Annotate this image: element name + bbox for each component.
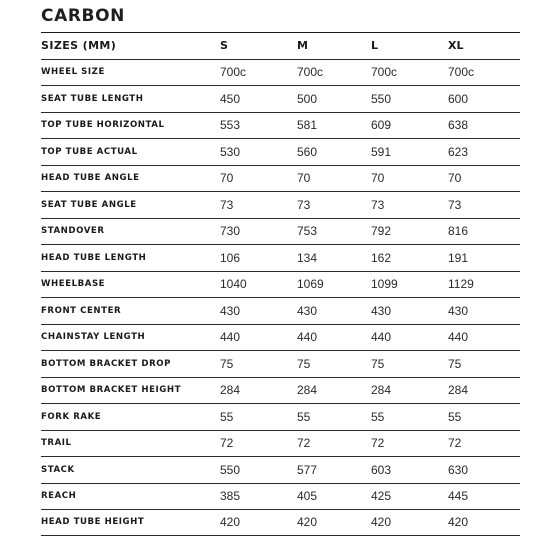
cell-value-s: 450 [220, 91, 241, 106]
cell-value-m: 753 [297, 224, 318, 239]
size-header-l: L [371, 39, 379, 53]
cell-value-l: 425 [371, 489, 392, 504]
table-row [41, 138, 520, 165]
row-label: WHEELBASE [41, 279, 106, 290]
cell-value-xl: 816 [448, 224, 469, 239]
cell-value-xl: 700c [448, 65, 475, 80]
cell-value-l: 75 [371, 356, 385, 371]
row-label: STACK [41, 464, 75, 475]
cell-value-l: 440 [371, 330, 392, 345]
cell-value-l: 591 [371, 144, 392, 159]
table-row [41, 430, 520, 457]
row-label: CHAINSTAY LENGTH [41, 332, 146, 343]
cell-value-l: 55 [371, 409, 385, 424]
cell-value-xl: 73 [448, 197, 462, 212]
cell-value-s: 284 [220, 383, 241, 398]
row-label: HEAD TUBE ANGLE [41, 173, 140, 184]
cell-value-m: 72 [297, 436, 311, 451]
row-label: REACH [41, 491, 77, 502]
cell-value-m: 405 [297, 489, 318, 504]
row-label: HEAD TUBE HEIGHT [41, 517, 145, 528]
geometry-table [41, 32, 520, 536]
cell-value-s: 700c [220, 65, 247, 80]
cell-value-s: 106 [220, 250, 241, 265]
table-row [41, 165, 520, 192]
cell-value-xl: 72 [448, 436, 462, 451]
page-title: CARBON [41, 6, 125, 26]
cell-value-l: 420 [371, 515, 392, 530]
row-label: TOP TUBE HORIZONTAL [41, 120, 165, 131]
cell-value-xl: 420 [448, 515, 469, 530]
row-label: SEAT TUBE LENGTH [41, 93, 144, 104]
cell-value-xl: 440 [448, 330, 469, 345]
cell-value-l: 792 [371, 224, 392, 239]
table-row [41, 112, 520, 139]
cell-value-xl: 55 [448, 409, 462, 424]
row-label: FORK RAKE [41, 411, 102, 422]
cell-value-m: 560 [297, 144, 318, 159]
row-label: HEAD TUBE LENGTH [41, 252, 147, 263]
cell-value-l: 1099 [371, 277, 398, 292]
cell-value-xl: 630 [448, 462, 469, 477]
cell-value-l: 603 [371, 462, 392, 477]
table-row [41, 85, 520, 112]
size-header-s: S [220, 39, 228, 53]
row-label: BOTTOM BRACKET HEIGHT [41, 385, 182, 396]
cell-value-s: 420 [220, 515, 241, 530]
row-label: TRAIL [41, 438, 72, 449]
cell-value-s: 440 [220, 330, 241, 345]
table-row [41, 59, 520, 86]
table-row [41, 191, 520, 218]
cell-value-l: 700c [371, 65, 398, 80]
cell-value-xl: 284 [448, 383, 469, 398]
cell-value-s: 553 [220, 118, 241, 133]
cell-value-xl: 638 [448, 118, 469, 133]
header-label: SIZES (MM) [41, 39, 117, 53]
cell-value-xl: 445 [448, 489, 469, 504]
table-row [41, 271, 520, 298]
table-header-row [41, 32, 520, 59]
row-label: WHEEL SIZE [41, 67, 105, 78]
table-row [41, 483, 520, 510]
cell-value-l: 430 [371, 303, 392, 318]
cell-value-m: 70 [297, 171, 311, 186]
row-label: SEAT TUBE ANGLE [41, 199, 137, 210]
cell-value-xl: 75 [448, 356, 462, 371]
cell-value-s: 70 [220, 171, 234, 186]
cell-value-xl: 70 [448, 171, 462, 186]
cell-value-m: 577 [297, 462, 318, 477]
cell-value-s: 530 [220, 144, 241, 159]
cell-value-m: 1069 [297, 277, 324, 292]
cell-value-xl: 191 [448, 250, 469, 265]
table-row [41, 244, 520, 271]
table-row [41, 509, 520, 536]
row-label: STANDOVER [41, 226, 105, 237]
cell-value-l: 162 [371, 250, 392, 265]
cell-value-s: 1040 [220, 277, 247, 292]
cell-value-m: 500 [297, 91, 318, 106]
cell-value-s: 72 [220, 436, 234, 451]
cell-value-xl: 430 [448, 303, 469, 318]
cell-value-xl: 600 [448, 91, 469, 106]
cell-value-s: 550 [220, 462, 241, 477]
cell-value-l: 72 [371, 436, 385, 451]
cell-value-xl: 1129 [448, 277, 474, 292]
cell-value-s: 73 [220, 197, 234, 212]
cell-value-s: 75 [220, 356, 234, 371]
cell-value-s: 55 [220, 409, 234, 424]
cell-value-m: 73 [297, 197, 311, 212]
size-header-xl: XL [448, 39, 464, 53]
cell-value-m: 420 [297, 515, 318, 530]
cell-value-xl: 623 [448, 144, 469, 159]
cell-value-l: 609 [371, 118, 392, 133]
table-row [41, 218, 520, 245]
cell-value-l: 284 [371, 383, 392, 398]
table-row [41, 403, 520, 430]
row-label: BOTTOM BRACKET DROP [41, 358, 171, 369]
cell-value-m: 55 [297, 409, 311, 424]
cell-value-l: 70 [371, 171, 385, 186]
table-row [41, 324, 520, 351]
cell-value-m: 581 [297, 118, 318, 133]
cell-value-m: 284 [297, 383, 318, 398]
cell-value-s: 430 [220, 303, 241, 318]
cell-value-m: 134 [297, 250, 318, 265]
table-row [41, 350, 520, 377]
table-row [41, 297, 520, 324]
cell-value-m: 430 [297, 303, 318, 318]
row-label: FRONT CENTER [41, 305, 122, 316]
cell-value-l: 550 [371, 91, 392, 106]
cell-value-m: 700c [297, 65, 324, 80]
cell-value-l: 73 [371, 197, 385, 212]
row-label: TOP TUBE ACTUAL [41, 146, 138, 157]
table-row [41, 377, 520, 404]
size-header-m: M [297, 39, 308, 53]
cell-value-s: 730 [220, 224, 241, 239]
cell-value-s: 385 [220, 489, 241, 504]
cell-value-m: 75 [297, 356, 311, 371]
table-row [41, 456, 520, 483]
cell-value-m: 440 [297, 330, 318, 345]
